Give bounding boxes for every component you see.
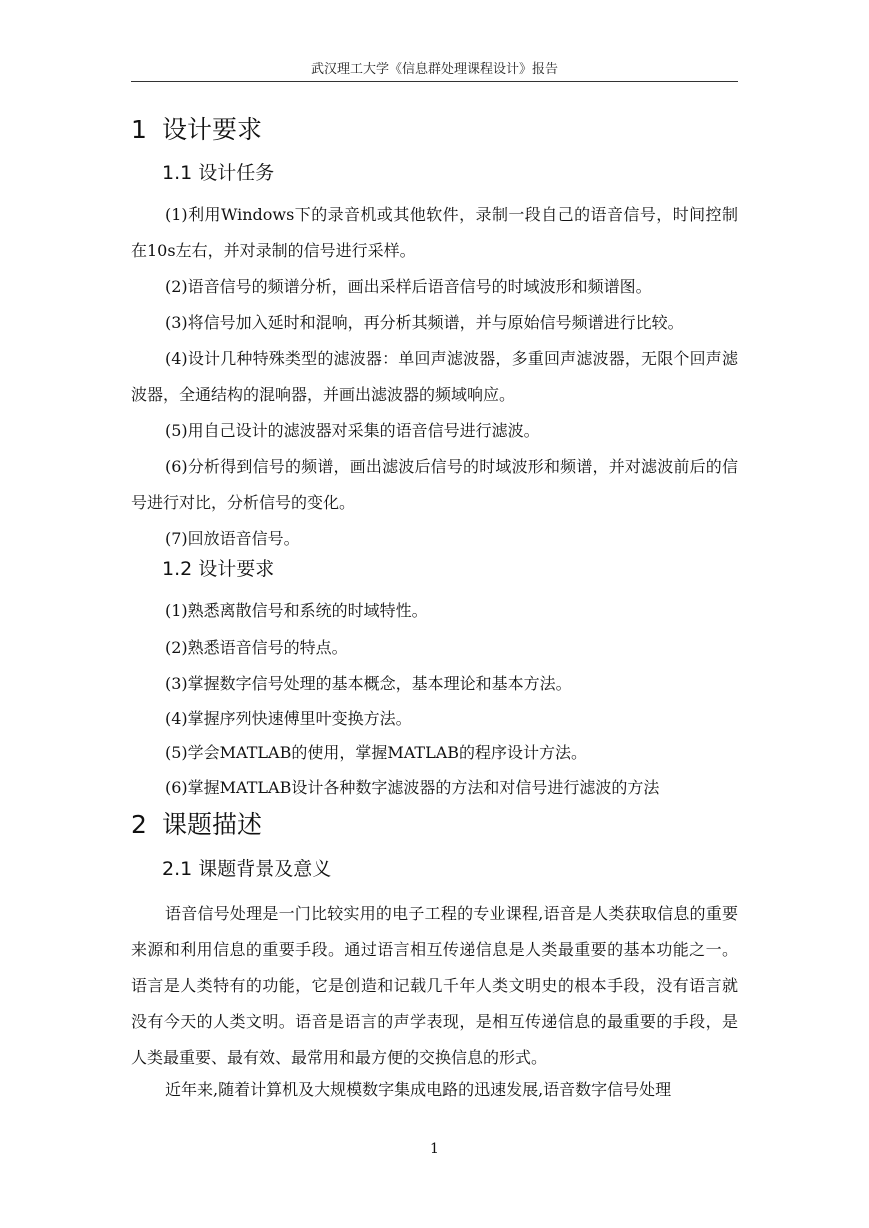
running-header: 武汉理工大学《信息群处理课程设计》报告 xyxy=(310,62,558,77)
section-1-heading xyxy=(131,115,262,145)
task-item-7: (7)回放语音信号。 xyxy=(165,529,300,548)
section-number: 2 xyxy=(131,810,147,839)
background-paragraph-1: 语音信号处理是一门比较实用的电子工程的专业课程,语音是人类获取信息的重要来源和利用信息的重要手段。通过语言相互传递信息是人类最重要的基本功能之一。语言是人类特有的功能，它是创造和记载几千年人类文明史的根本手段，没有语言就没有今天的人类文明。语音是语言的声学表现，是相互传递信息的最重要的手段，是人类最重要、最有效、最常用和最方便的交换信息的形式。 xyxy=(131,904,738,1067)
subsection-1-1-heading: 1.1 设计任务 xyxy=(162,162,275,184)
requirement-item-1: (1)熟悉离散信号和系统的时域特性。 xyxy=(165,601,428,620)
header-rule xyxy=(131,81,738,82)
background-paragraph-2: 近年来,随着计算机及大规模数字集成电路的迅速发展,语音数字信号处理 xyxy=(165,1080,672,1099)
requirement-item-2: (2)熟悉语音信号的特点。 xyxy=(165,638,348,657)
requirement-item-4: (4)掌握序列快速傅里叶变换方法。 xyxy=(165,709,412,728)
task-item-6: (6)分析得到信号的频谱，画出滤波后信号的时域波形和频谱，并对滤波前后的信号进行对比，分析信号的变化。 xyxy=(131,457,738,512)
section-title: 设计要求 xyxy=(162,115,263,144)
subsection-1-2-heading: 1.2 设计要求 xyxy=(162,558,275,580)
section-title: 课题描述 xyxy=(162,810,263,839)
section-number: 1 xyxy=(131,115,147,144)
requirement-item-6: (6)掌握MATLAB设计各种数字滤波器的方法和对信号进行滤波的方法 xyxy=(165,778,660,797)
requirement-item-5: (5)学会MATLAB的使用，掌握MATLAB的程序设计方法。 xyxy=(165,743,588,762)
page-number: 1 xyxy=(430,1141,439,1157)
subsection-2-1-heading: 2.1 课题背景及意义 xyxy=(162,858,332,880)
task-item-1: (1)利用Windows下的录音机或其他软件，录制一段自己的语音信号，时间控制在10s左右，并对录制的信号进行采样。 xyxy=(131,205,738,260)
task-item-3: (3)将信号加入延时和混响，再分析其频谱，并与原始信号频谱进行比较。 xyxy=(165,313,684,332)
task-item-5: (5)用自己设计的滤波器对采集的语音信号进行滤波。 xyxy=(165,421,540,440)
task-item-2: (2)语音信号的频谱分析，画出采样后语音信号的时域波形和频谱图。 xyxy=(165,277,652,296)
requirement-item-3: (3)掌握数字信号处理的基本概念，基本理论和基本方法。 xyxy=(165,674,572,693)
task-item-4: (4)设计几种特殊类型的滤波器：单回声滤波器，多重回声滤波器，无限个回声滤波器，全通结构的混响器，并画出滤波器的频域响应。 xyxy=(131,349,738,404)
section-2-heading xyxy=(131,810,262,840)
